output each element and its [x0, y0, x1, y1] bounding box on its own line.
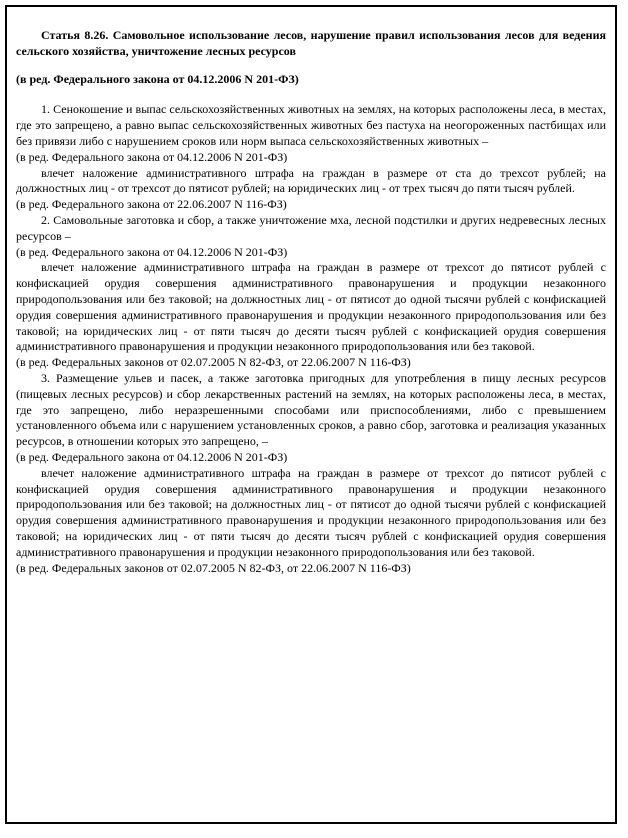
part-1: 1. Сенокошение и выпас сельскохозяйственных животных на землях, на которых расположены леса, в местах, где это запрещено, а равно выпас сельскохозяйственных животных без пастуха на неогороженных пастбищах или без привязи либо с нарушением сроков или норм выпаса сельскохозяйственных животных –: [16, 102, 606, 148]
penalty-1: влечет наложение административного штрафа на граждан в размере от ста до трехсот рублей; на должностных лиц - от трехсот до пятисот рублей; на юридических лиц - от трех тысяч до пяти тысяч рублей.: [16, 165, 606, 196]
penalty-2: влечет наложение административного штрафа на граждан в размере от трехсот до пятисот рублей с конфискацией орудия совершения административного правонарушения и продукции незаконного природопользования или без таковой; на должностных лиц - от пятисот до одной тысячи рублей с конфискацией орудия совершения административного правонарушения и продукции незаконного природопользования или без таковой; на юридических лиц - от пяти тысяч до десяти тысяч рублей с конфискацией орудия совершения административного правонарушения и продукции незаконного природопользования или без таковой.: [16, 260, 606, 354]
part-3: 3. Размещение ульев и пасек, а также заготовка пригодных для употребления в пищу лесных ресурсов (пищевых лесных ресурсов) и сбор лекарственных растений на землях, на которых расположены леса, в местах, где это запрещено, либо неразрешенными способами или приспособлениями, либо с превышением установленного объема или с нарушением установленных сроков, а равно сбор, заготовка и реализация указанных ресурсов, в отношении которых это запрещено, –: [16, 370, 606, 449]
article-frame: [5, 5, 617, 824]
amendment-note: (в ред. Федерального закона от 22.06.2007 N 116-ФЗ): [16, 197, 287, 212]
penalty-3: влечет наложение административного штрафа на граждан в размере от трехсот до пятисот рублей с конфискацией орудия совершения административного правонарушения и продукции незаконного природопользования или без таковой; на должностных лиц - от пятисот до одной тысячи рублей с конфискацией орудия совершения административного правонарушения и продукции незаконного природопользования или без таковой; на юридических лиц - от пяти тысяч до десяти тысяч рублей с конфискацией орудия совершения административного правонарушения и продукции незаконного природопользования или без таковой.: [16, 465, 606, 559]
title-amendment-note: (в ред. Федерального закона от 04.12.2006 N 201-ФЗ): [16, 71, 299, 86]
article-title: Статья 8.26. Самовольное использование лесов, нарушение правил использования лесов для ведения сельского хозяйства, уничтожение лесных ресурсов: [16, 28, 606, 58]
amendment-note: (в ред. Федеральных законов от 02.07.2005 N 82-ФЗ, от 22.06.2007 N 116-ФЗ): [16, 560, 411, 575]
part-2: 2. Самовольные заготовка и сбор, а также уничтожение мха, лесной подстилки и других недревесных лесных ресурсов –: [16, 212, 606, 243]
amendment-note: (в ред. Федерального закона от 04.12.2006 N 201-ФЗ): [16, 449, 288, 464]
amendment-note: (в ред. Федерального закона от 04.12.2006 N 201-ФЗ): [16, 244, 288, 259]
amendment-note: (в ред. Федеральных законов от 02.07.2005 N 82-ФЗ, от 22.06.2007 N 116-ФЗ): [16, 355, 411, 370]
amendment-note: (в ред. Федерального закона от 04.12.2006 N 201-ФЗ): [16, 149, 288, 164]
